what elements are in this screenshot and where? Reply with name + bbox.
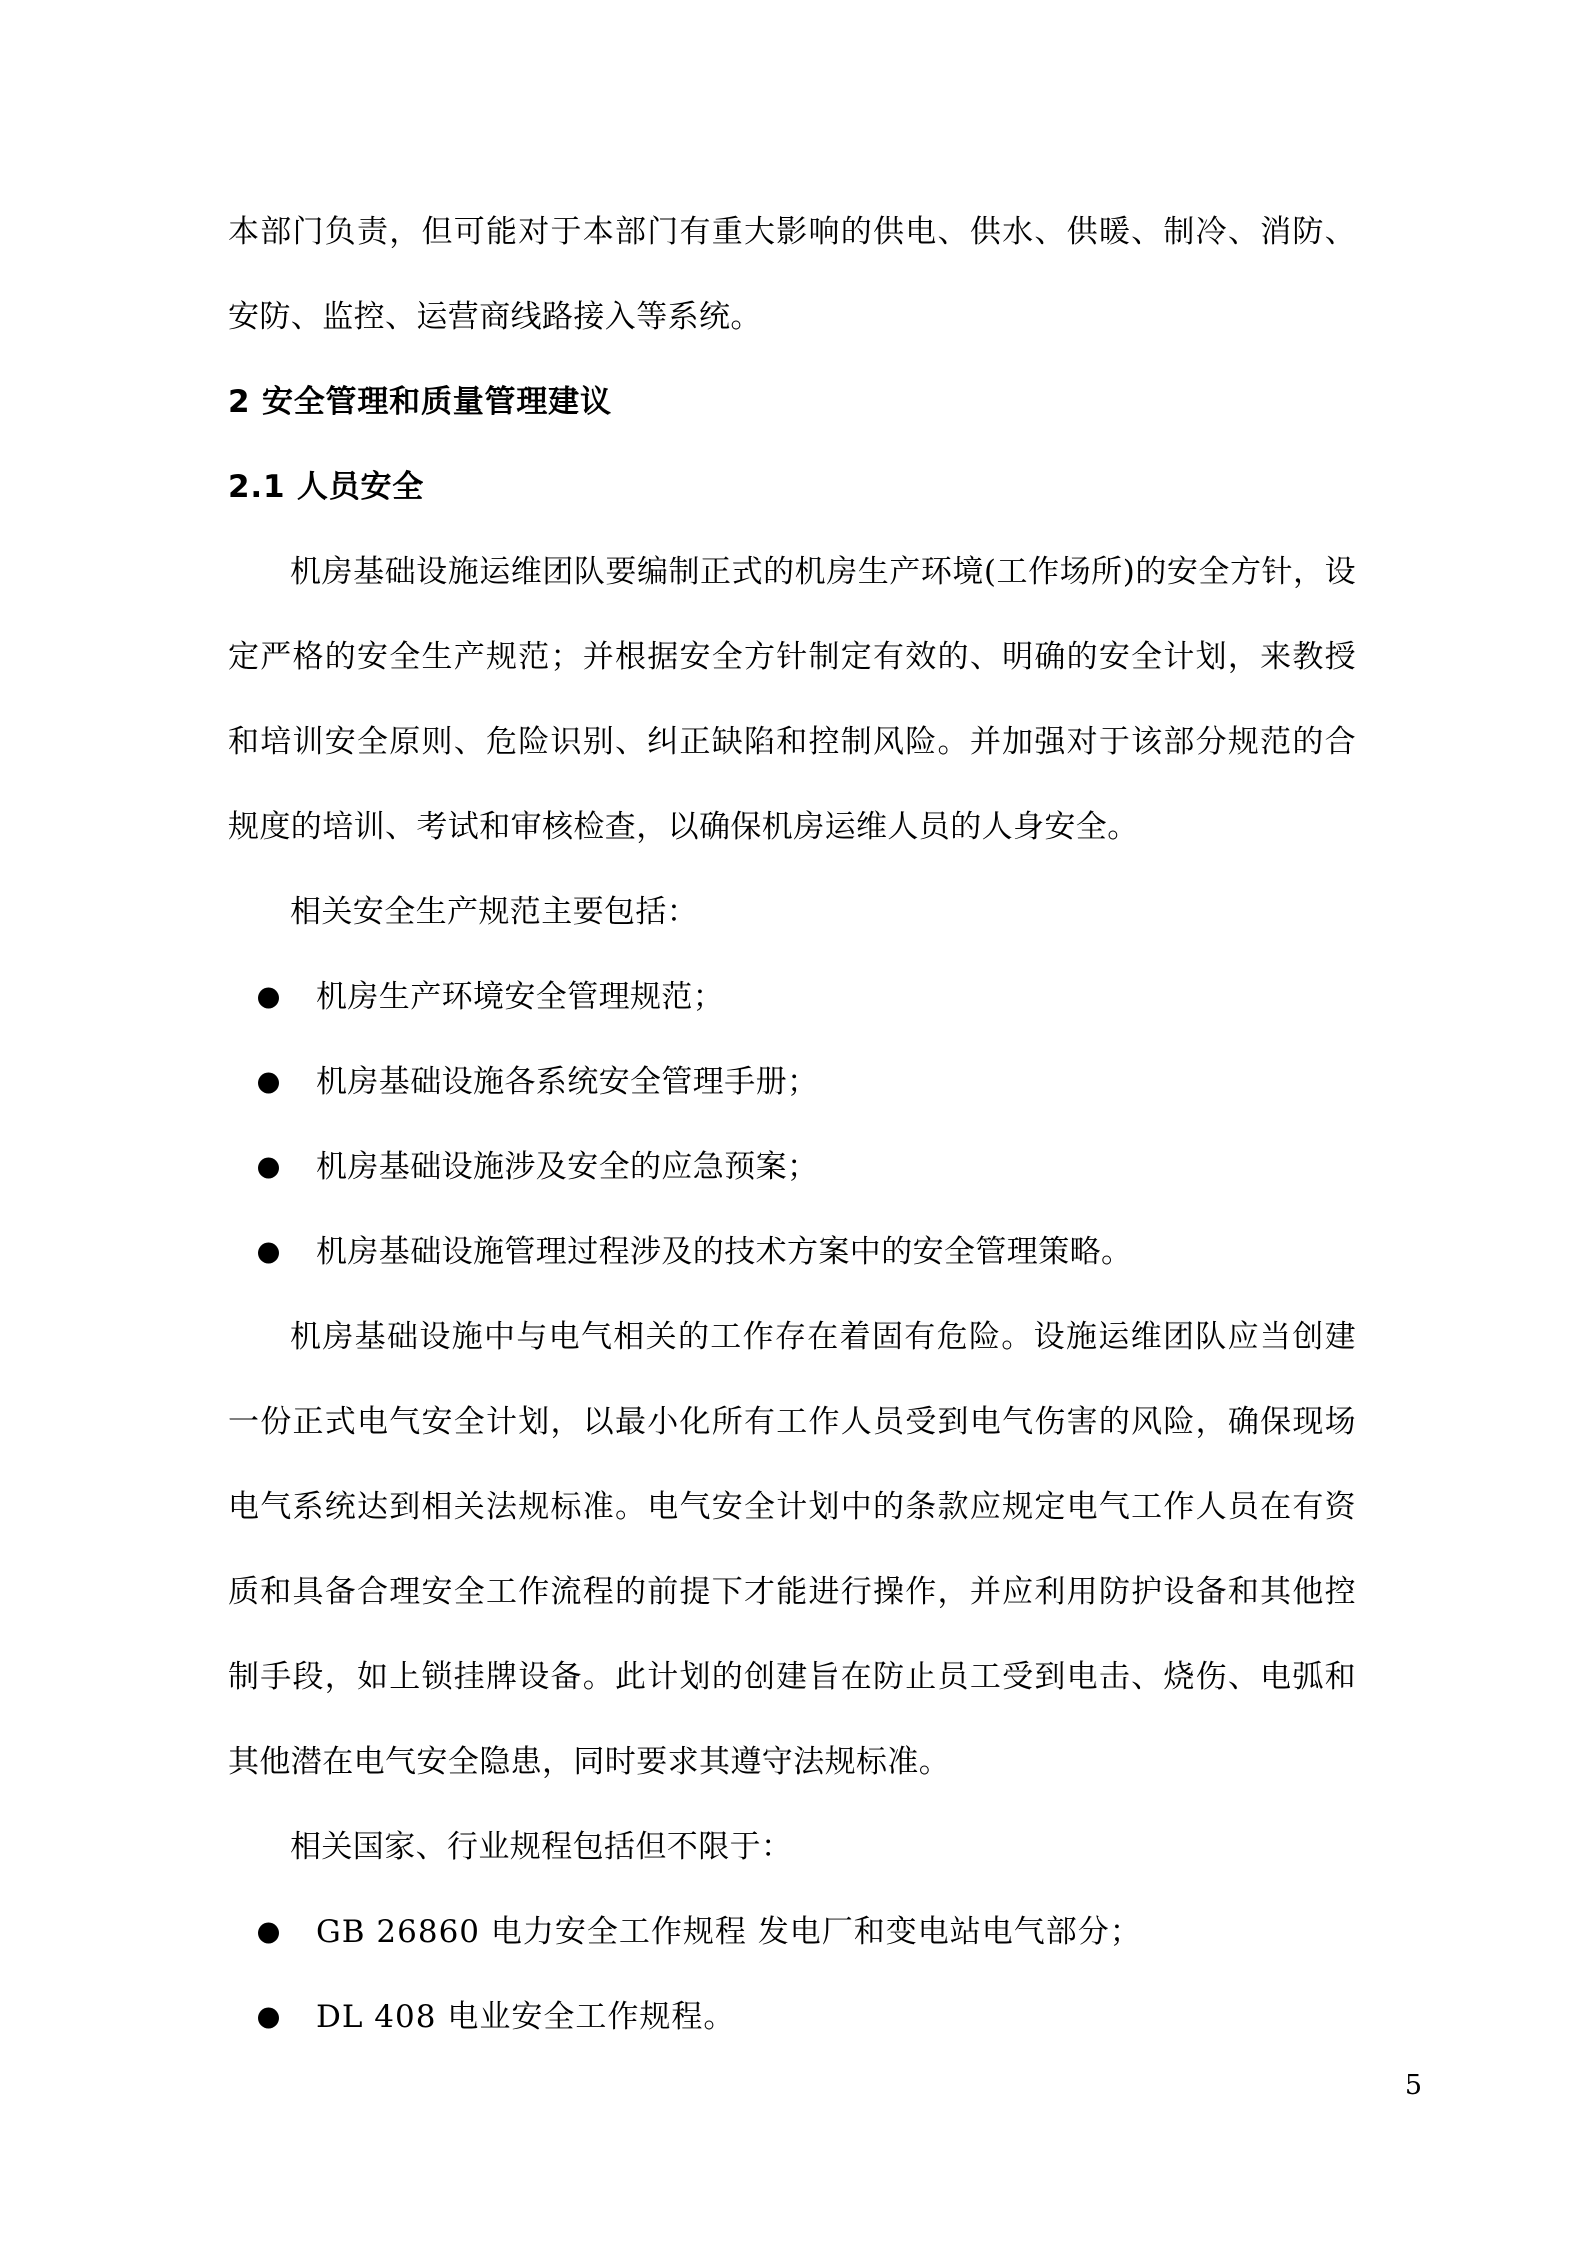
bullet-dot-icon — [258, 987, 279, 1008]
page-number: 5 — [1404, 2070, 1422, 2101]
list-item — [228, 1890, 1356, 1975]
standards-bullet-list — [228, 1890, 1356, 2060]
paragraph-specs-intro: 相关安全生产规范主要包括： — [290, 894, 699, 930]
list-item — [228, 955, 1356, 1040]
safety-spec-bullet-list — [228, 955, 1356, 1295]
bullet-dot-icon — [258, 1242, 279, 1263]
paragraph-standards-intro: 相关国家、行业规程包括但不限于： — [290, 1829, 793, 1865]
subsection-heading-2-1: 2.1 人员安全 — [228, 469, 425, 505]
list-item-label: 机房生产环境安全管理规范； — [316, 979, 725, 1015]
paragraph-personnel-safety: 机房基础设施运维团队要编制正式的机房生产环境(工作场所)的安全方针，设定严格的安全生产规范；并根据安全方针制定有效的、明确的安全计划，来教授和培训安全原则、危险识别、纠正缺陷和控制风险。并加强对于该部分规范的合规度的培训、考试和审核检查，以确保机房运维人员的人身安全。 — [228, 554, 1356, 845]
bullet-dot-icon — [258, 1922, 279, 1943]
list-item-label: 机房基础设施涉及安全的应急预案； — [316, 1149, 819, 1185]
list-item — [228, 1210, 1356, 1295]
list-item — [228, 1040, 1356, 1125]
section-heading-2: 2 安全管理和质量管理建议 — [228, 384, 612, 420]
paragraph-electrical-safety: 机房基础设施中与电气相关的工作存在着固有危险。设施运维团队应当创建一份正式电气安全计划，以最小化所有工作人员受到电气伤害的风险，确保现场电气系统达到相关法规标准。电气安全计划中的条款应规定电气工作人员在有资质和具备合理安全工作流程的前提下才能进行操作，并应利用防护设备和其他控制手段，如上锁挂牌设备。此计划的创建旨在防止员工受到电击、烧伤、电弧和其他潜在电气安全隐患，同时要求其遵守法规标准。 — [228, 1319, 1356, 1780]
bullet-dot-icon — [258, 1072, 279, 1093]
list-item — [228, 1125, 1356, 1210]
list-item — [228, 1975, 1356, 2060]
list-item-label: 机房基础设施管理过程涉及的技术方案中的安全管理策略。 — [316, 1234, 1133, 1270]
page-content — [228, 190, 1356, 2060]
bullet-dot-icon — [258, 1157, 279, 1178]
list-item-label: GB 26860 电力安全工作规程 发电厂和变电站电气部分； — [316, 1914, 1142, 1950]
intro-paragraph: 本部门负责，但可能对于本部门有重大影响的供电、供水、供暖、制冷、消防、安防、监控、运营商线路接入等系统。 — [228, 214, 1356, 335]
list-item-label: DL 408 电业安全工作规程。 — [316, 1999, 736, 2035]
bullet-dot-icon — [258, 2007, 279, 2028]
list-item-label: 机房基础设施各系统安全管理手册； — [316, 1064, 819, 1100]
